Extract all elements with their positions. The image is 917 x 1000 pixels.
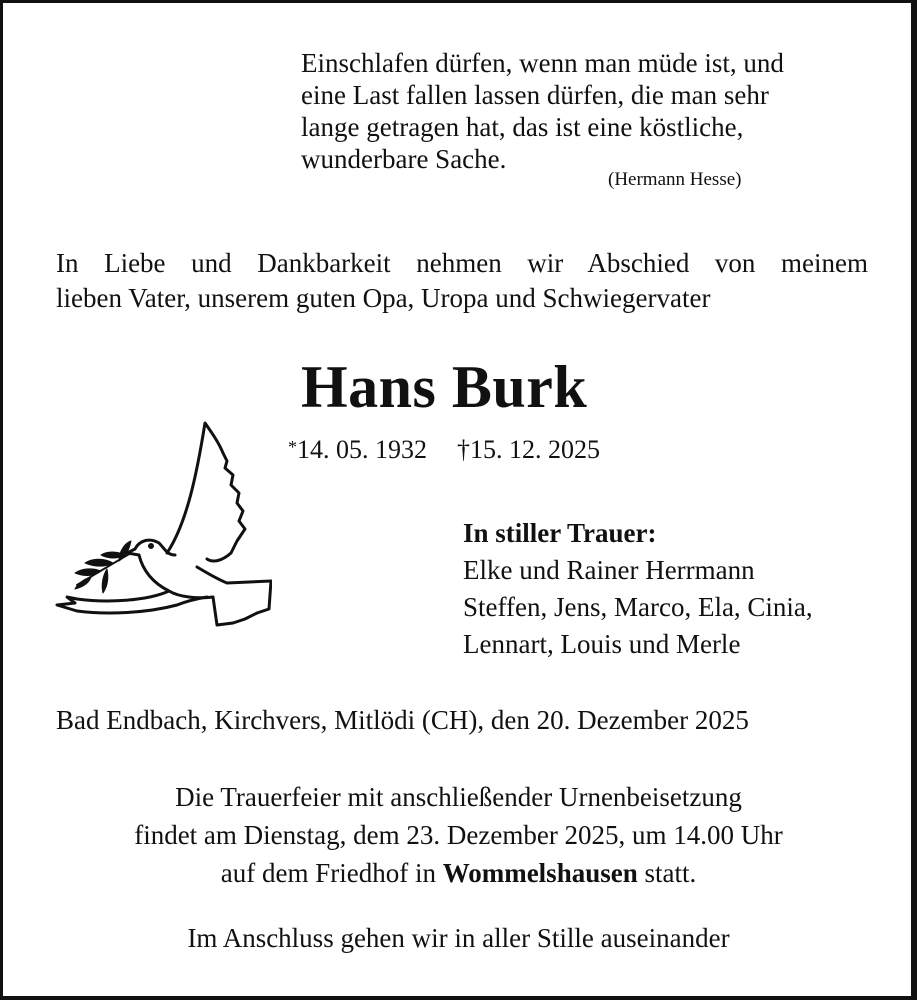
hesse-quote bbox=[301, 47, 784, 175]
quote-line: eine Last fallen lassen dürfen, die man sehr bbox=[301, 80, 769, 110]
service-line: Die Trauerfeier mit anschließender Urnenbeisetzung bbox=[175, 782, 742, 812]
funeral-service-info bbox=[3, 778, 914, 892]
service-text: statt. bbox=[637, 858, 697, 888]
mourners-block bbox=[463, 515, 813, 663]
quote-attribution: (Hermann Hesse) bbox=[608, 169, 742, 190]
death-date: 15. 12. 2025 bbox=[470, 435, 600, 464]
birth-symbol: * bbox=[288, 437, 297, 457]
service-line: findet am Dienstag, dem 23. Dezember 2025, um 14.00 Uhr bbox=[134, 820, 783, 850]
mourner-line: Lennart, Louis und Merle bbox=[463, 629, 741, 659]
service-line bbox=[3, 854, 914, 892]
quote-line: wunderbare Sache. bbox=[301, 144, 507, 174]
dove-icon bbox=[47, 413, 272, 635]
closing-line: Im Anschluss gehen wir in aller Stille auseinander bbox=[187, 923, 730, 953]
mourner-line: Elke und Rainer Herrmann bbox=[463, 555, 755, 585]
intro-line: In Liebe und Dankbarkeit nehmen wir Abschied von meinem bbox=[56, 248, 868, 278]
birth-date: 14. 05. 1932 bbox=[297, 435, 427, 464]
intro-text bbox=[56, 246, 868, 316]
death-symbol: † bbox=[457, 435, 470, 464]
cemetery-location: Wommelshausen bbox=[442, 858, 638, 888]
quote-line: lange getragen hat, das ist eine köstliche, bbox=[301, 112, 744, 142]
mourners-heading: In stiller Trauer: bbox=[463, 518, 657, 548]
life-dates bbox=[288, 435, 600, 465]
mourner-line: Steffen, Jens, Marco, Ela, Cinia, bbox=[463, 592, 813, 622]
place-and-date: Bad Endbach, Kirchvers, Mitlödi (CH), den 20. Dezember 2025 bbox=[56, 705, 749, 735]
deceased-name: Hans Burk bbox=[301, 354, 588, 420]
service-text: auf dem Friedhof in bbox=[220, 858, 443, 888]
intro-line: lieben Vater, unserem guten Opa, Uropa und Schwiegervater bbox=[56, 283, 711, 313]
quote-line: Einschlafen dürfen, wenn man müde ist, und bbox=[301, 48, 784, 78]
